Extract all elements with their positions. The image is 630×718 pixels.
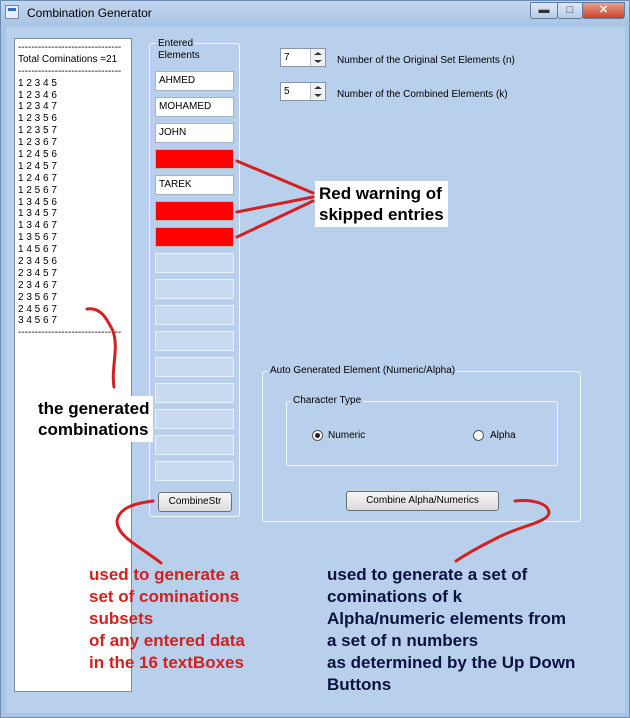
note-line: set of cominations: [89, 587, 240, 606]
list-item[interactable]: 3 4 5 6 7: [18, 315, 57, 327]
list-item[interactable]: Total Cominations =21: [18, 53, 118, 65]
note-line: used to generate a: [89, 565, 240, 584]
n-spinner-arrows[interactable]: [310, 49, 325, 66]
alpha-num-note: [327, 564, 575, 696]
window-title: Combination Generator: [27, 6, 152, 20]
k-spinner[interactable]: [280, 82, 326, 101]
element-textbox-11[interactable]: [155, 331, 234, 351]
element-textbox-14[interactable]: [155, 409, 234, 429]
callout-line: Red warning of: [319, 184, 442, 203]
list-item[interactable]: 1 3 4 5 6: [18, 196, 57, 208]
list-item[interactable]: -------------------------------: [18, 65, 122, 77]
character-type-label: Character Type: [293, 395, 362, 406]
list-item[interactable]: 1 3 5 6 7: [18, 232, 57, 244]
combine-str-button[interactable]: CombineStr: [158, 492, 232, 512]
k-spinner-arrows[interactable]: [310, 83, 325, 100]
note-line: Alpha/numeric elements from: [327, 609, 567, 628]
list-item[interactable]: 2 3 4 5 7: [18, 267, 57, 279]
spinner-up-icon[interactable]: [314, 86, 322, 89]
note-line: Buttons: [327, 675, 392, 694]
note-line: subsets: [89, 609, 154, 628]
list-item[interactable]: 2 3 5 6 7: [18, 291, 57, 303]
element-textbox-16[interactable]: [155, 461, 234, 481]
alpha-label[interactable]: Alpha: [490, 430, 516, 441]
list-item[interactable]: 1 3 4 6 7: [18, 220, 57, 232]
list-item[interactable]: 2 4 5 6 7: [18, 303, 57, 315]
callout-line: combinations: [38, 420, 149, 439]
list-item[interactable]: 1 2 3 6 7: [18, 137, 57, 149]
element-textbox-5[interactable]: TAREK: [155, 175, 234, 195]
n-spinner[interactable]: [280, 48, 326, 67]
list-item[interactable]: 1 2 4 5 6: [18, 149, 57, 161]
list-item[interactable]: 1 2 3 4 7: [18, 101, 57, 113]
app-icon: [5, 5, 19, 19]
callout-line: skipped entries: [319, 205, 444, 224]
element-textbox-8[interactable]: [155, 253, 234, 273]
element-textbox-3[interactable]: JOHN: [155, 123, 234, 143]
element-textbox-10[interactable]: [155, 305, 234, 325]
minimize-button[interactable]: ▬: [530, 2, 558, 19]
element-textbox-9[interactable]: [155, 279, 234, 299]
list-item[interactable]: 1 3 4 5 7: [18, 208, 57, 220]
entered-elements-label-2: Elements: [158, 50, 200, 61]
character-type-group: [286, 401, 558, 466]
element-textbox-1[interactable]: AHMED: [155, 71, 234, 91]
maximize-button[interactable]: □: [557, 2, 583, 19]
spinner-down-icon[interactable]: [314, 94, 322, 97]
note-line: a set of n numbers: [327, 631, 479, 650]
note-line: cominations of k: [327, 587, 463, 606]
element-textbox-15[interactable]: [155, 435, 234, 455]
list-item[interactable]: 1 2 4 5 7: [18, 160, 57, 172]
combine-alpha-numerics-button[interactable]: Combine Alpha/Numerics: [346, 491, 499, 511]
note-line: used to generate a set of: [327, 565, 528, 584]
k-label: Number of the Combined Elements (k): [337, 89, 508, 100]
element-textbox-2[interactable]: MOHAMED: [155, 97, 234, 117]
element-textbox-4[interactable]: [155, 149, 234, 169]
callout-line: the generated: [38, 399, 150, 418]
list-item[interactable]: 1 2 3 5 7: [18, 125, 57, 137]
note-line: as determined by the Up Down: [327, 653, 576, 672]
element-textbox-6[interactable]: [155, 201, 234, 221]
n-spinner-value: 7: [284, 52, 290, 63]
red-warning-callout: [315, 181, 448, 227]
list-item[interactable]: -------------------------------: [18, 42, 122, 53]
list-item[interactable]: 2 3 4 6 7: [18, 279, 57, 291]
list-item[interactable]: 1 2 5 6 7: [18, 184, 57, 196]
auto-generated-label: Auto Generated Element (Numeric/Alpha): [270, 365, 456, 376]
note-line: in the 16 textBoxes: [89, 653, 244, 672]
n-label: Number of the Original Set Elements (n): [337, 55, 515, 66]
numeric-radio[interactable]: [312, 430, 323, 441]
numeric-label[interactable]: Numeric: [328, 430, 366, 441]
alpha-radio[interactable]: [473, 430, 484, 441]
note-line: of any entered data: [89, 631, 245, 650]
combine-str-note: [89, 564, 245, 674]
element-textbox-13[interactable]: [155, 383, 234, 403]
element-textbox-7[interactable]: [155, 227, 234, 247]
spinner-up-icon[interactable]: [314, 52, 322, 55]
list-item[interactable]: 1 2 4 6 7: [18, 172, 57, 184]
k-spinner-value: 5: [284, 86, 290, 97]
list-item[interactable]: 2 3 4 5 6: [18, 256, 57, 268]
list-item[interactable]: -------------------------------: [18, 327, 122, 339]
element-textbox-12[interactable]: [155, 357, 234, 377]
entered-elements-label-1: Entered: [158, 38, 194, 49]
title-bar[interactable]: [1, 1, 629, 25]
list-item[interactable]: 1 4 5 6 7: [18, 244, 57, 256]
list-item[interactable]: 1 2 3 5 6: [18, 113, 57, 125]
spinner-down-icon[interactable]: [314, 60, 322, 63]
list-item[interactable]: 1 2 3 4 6: [18, 89, 57, 101]
close-button[interactable]: ✕: [582, 2, 625, 19]
list-item[interactable]: 1 2 3 4 5: [18, 77, 57, 89]
generated-callout: [34, 396, 153, 442]
